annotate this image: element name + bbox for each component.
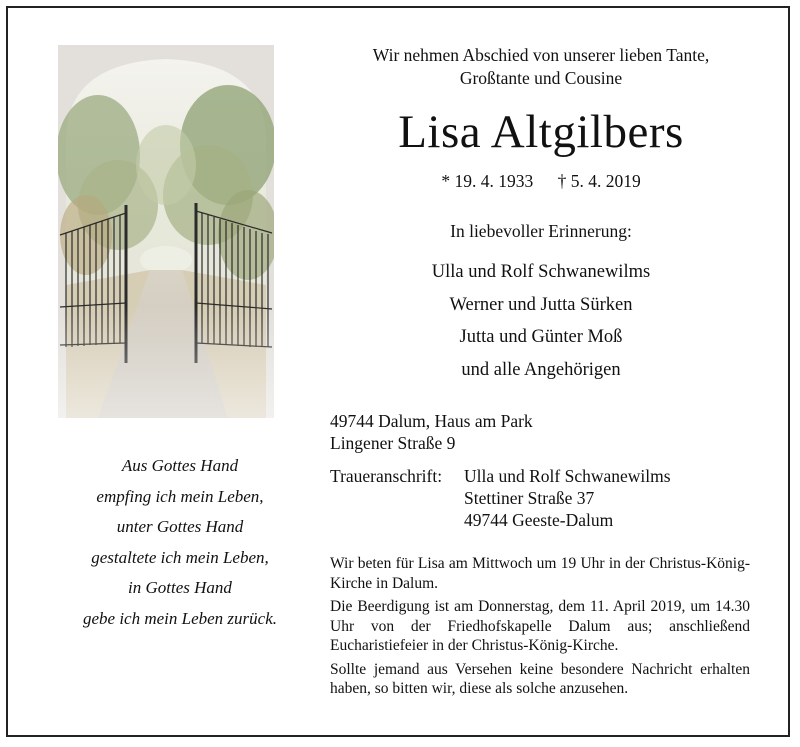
address-line: Lingener Straße 9 xyxy=(330,433,456,453)
poem-line: Aus Gottes Hand xyxy=(121,456,239,475)
intro-line: Wir nehmen Abschied von unserer lieben Tante, xyxy=(372,45,710,65)
deceased-name: Lisa Altgilbers xyxy=(398,106,684,158)
intro-text xyxy=(330,44,752,90)
funeral-note: Die Beerdigung ist am Donnerstag, dem 11. April 2019, um 14.30 Uhr von der Friedhofskapelle Dalum aus; anschließend Eucharistiefeier in der Christus-König-Kirche. xyxy=(330,598,750,654)
garden-gate-photo xyxy=(58,45,274,418)
poem-line: in Gottes Hand xyxy=(128,578,232,597)
poem-line: empfing ich mein Leben, xyxy=(96,486,264,506)
mourner-entry: Werner und Jutta Sürken xyxy=(449,294,633,315)
prayer-note: Wir beten für Lisa am Mittwoch um 19 Uhr in der Christus-König-Kirche in Dalum. xyxy=(330,555,750,592)
poem-line: gestaltete ich mein Leben, xyxy=(91,547,269,567)
mourner-entry: Jutta und Günter Moß xyxy=(459,327,623,347)
death-date: † 5. 4. 2019 xyxy=(557,171,641,191)
intro-line: Großtante und Cousine xyxy=(459,68,623,88)
memory-line: In liebevoller Erinnerung: xyxy=(450,221,632,241)
mailing-address xyxy=(464,465,671,531)
residence-address xyxy=(330,410,533,454)
poem-line: unter Gottes Hand xyxy=(116,517,244,536)
mourner-entry: und alle Angehörigen xyxy=(461,359,621,380)
life-dates xyxy=(330,171,752,192)
mourner-entry: Ulla und Rolf Schwanewilms xyxy=(431,262,651,282)
mailing-address-line: Stettiner Straße 37 xyxy=(464,488,595,508)
mailing-address-label: Traueranschrift: xyxy=(330,466,443,486)
mailing-address-line: Ulla und Rolf Schwanewilms xyxy=(464,466,671,486)
poem xyxy=(42,451,318,634)
service-notes xyxy=(330,554,750,703)
notification-note: Sollte jemand aus Versehen keine besondere Nachricht erhalten haben, so bitten wir, diese als solche anzusehen. xyxy=(330,660,750,697)
mailing-address-line: 49744 Geeste-Dalum xyxy=(464,510,614,530)
address-line: 49744 Dalum, Haus am Park xyxy=(330,411,533,431)
mourners-list xyxy=(330,256,752,386)
birth-date: * 19. 4. 1933 xyxy=(441,171,534,191)
poem-line: gebe ich mein Leben zurück. xyxy=(82,608,278,628)
